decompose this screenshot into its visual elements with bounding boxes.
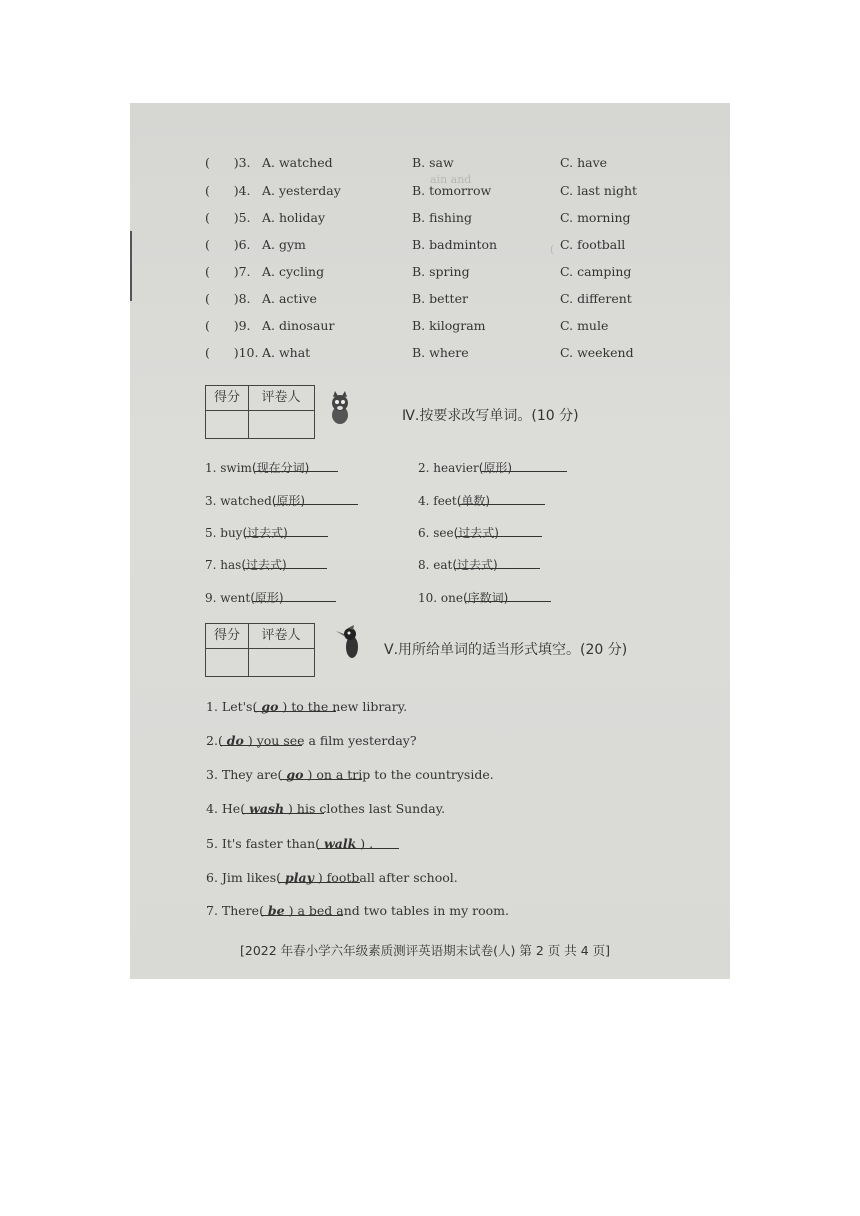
option-a: A. holiday xyxy=(262,210,326,225)
option-b: B. kilogram xyxy=(412,318,486,333)
fill-sentence: 1. Let's ( go ) to the new library. xyxy=(206,699,408,714)
option-b: B. spring xyxy=(412,264,470,279)
transform-item-right: 8. eat (过去式) xyxy=(418,556,498,573)
option-a: A. cycling xyxy=(262,264,325,279)
bleed-through-text: ( xyxy=(550,243,555,256)
given-word: go xyxy=(286,767,304,782)
answer-blank[interactable] xyxy=(254,699,336,712)
option-c: C. morning xyxy=(560,210,631,225)
option-b: B. saw xyxy=(412,155,454,170)
answer-blank[interactable] xyxy=(242,801,324,814)
answer-blank[interactable] xyxy=(254,459,338,472)
fill-sentence: 4. He ( wash ) his clothes last Sunday. xyxy=(206,801,446,816)
transform-item-right: 10. one (序数词) xyxy=(418,589,508,606)
fill-sentence: 7. There ( be ) a bed and two tables in my room. xyxy=(206,903,509,918)
woodpecker-mascot-icon xyxy=(336,625,364,661)
answer-blank[interactable] xyxy=(274,492,358,505)
score-box-section5 xyxy=(205,623,315,677)
fill-sentence: 2. ( do ) you see a film yesterday? xyxy=(206,733,417,748)
answer-blank[interactable] xyxy=(244,524,328,537)
fill-sentence: 3. They are ( go ) on a trip to the countryside. xyxy=(206,767,494,782)
transform-item-right: 4. feet (单数) xyxy=(418,492,490,509)
answer-paren[interactable]: ( )8. xyxy=(205,291,251,306)
given-word: wash xyxy=(249,801,285,816)
fill-sentence: 6. Jim likes ( play ) football after school. xyxy=(206,870,458,885)
choice-row xyxy=(130,210,730,230)
transform-row xyxy=(130,492,730,514)
fill-row xyxy=(130,733,730,755)
given-word: be xyxy=(267,903,285,918)
exam-page-photo xyxy=(130,103,730,979)
answer-blank[interactable] xyxy=(220,733,302,746)
given-word: walk xyxy=(323,836,357,851)
answer-blank[interactable] xyxy=(481,459,567,472)
transform-row xyxy=(130,589,730,611)
transform-item-left: 3. watched (原形) xyxy=(205,492,305,509)
fill-row xyxy=(130,699,730,721)
answer-blank[interactable] xyxy=(317,836,399,849)
section5-title: Ⅴ.用所给单词的适当形式填空。(20 分) xyxy=(384,642,628,658)
fill-row xyxy=(130,767,730,789)
transform-item-right: 2. heavier (原形) xyxy=(418,459,512,476)
option-a: A. dinosaur xyxy=(262,318,335,333)
transform-row xyxy=(130,524,730,546)
transform-row xyxy=(130,459,730,481)
answer-blank[interactable] xyxy=(280,767,362,780)
answer-blank[interactable] xyxy=(454,556,540,569)
cat-mascot-icon xyxy=(326,391,354,427)
transform-item-left: 7. has (过去式) xyxy=(205,556,287,573)
fill-row xyxy=(130,903,730,925)
transform-item-left: 9. went (原形) xyxy=(205,589,284,606)
answer-paren[interactable]: ( )5. xyxy=(205,210,251,225)
choice-row xyxy=(130,155,730,175)
option-c: C. football xyxy=(560,237,626,252)
option-c: C. camping xyxy=(560,264,632,279)
grader-label: 评卷人 xyxy=(261,628,301,643)
answer-blank[interactable] xyxy=(459,492,545,505)
option-c: C. different xyxy=(560,291,632,306)
option-a: A. yesterday xyxy=(262,183,341,198)
option-b: B. tomorrow xyxy=(412,183,492,198)
option-c: C. have xyxy=(560,155,608,170)
transform-row xyxy=(130,556,730,578)
option-a: A. watched xyxy=(262,155,333,170)
option-b: B. fishing xyxy=(412,210,472,225)
answer-blank[interactable] xyxy=(465,589,551,602)
option-b: B. better xyxy=(412,291,468,306)
answer-paren[interactable]: ( )7. xyxy=(205,264,251,279)
choice-row xyxy=(130,318,730,338)
answer-blank[interactable] xyxy=(252,589,336,602)
fill-row xyxy=(130,801,730,823)
option-c: C. mule xyxy=(560,318,609,333)
choice-row xyxy=(130,345,730,365)
choice-row xyxy=(130,237,730,257)
given-word: play xyxy=(284,870,314,885)
option-b: B. badminton xyxy=(412,237,498,252)
fill-row xyxy=(130,836,730,858)
grader-label: 评卷人 xyxy=(261,390,301,405)
choice-row xyxy=(130,183,730,203)
given-word: do xyxy=(226,733,244,748)
given-word: go xyxy=(261,699,279,714)
score-label: 得分 xyxy=(206,386,249,410)
answer-paren[interactable]: ( )3. xyxy=(205,155,251,170)
answer-blank[interactable] xyxy=(456,524,542,537)
bleed-through-text: ain and xyxy=(430,173,472,186)
answer-blank[interactable] xyxy=(243,556,327,569)
answer-blank[interactable] xyxy=(278,870,360,883)
option-c: C. last night xyxy=(560,183,638,198)
choice-row xyxy=(130,264,730,284)
transform-item-left: 5. buy (过去式) xyxy=(205,524,288,541)
score-box-section4 xyxy=(205,385,315,439)
answer-paren[interactable]: ( )6. xyxy=(205,237,251,252)
option-a: A. active xyxy=(262,291,317,306)
transform-item-right: 6. see (过去式) xyxy=(418,524,499,541)
fill-sentence: 5. It's faster than ( walk ) . xyxy=(206,836,373,851)
fill-row xyxy=(130,870,730,892)
answer-blank[interactable] xyxy=(261,903,343,916)
option-b: B. where xyxy=(412,345,469,360)
answer-paren[interactable]: ( )4. xyxy=(205,183,251,198)
choice-row xyxy=(130,291,730,311)
answer-paren[interactable]: ( )10. xyxy=(205,345,259,360)
score-label: 得分 xyxy=(206,624,249,648)
option-a: A. gym xyxy=(262,237,306,252)
transform-item-left: 1. swim (现在分词) xyxy=(205,459,309,476)
option-c: C. weekend xyxy=(560,345,634,360)
page-footer: [2022 年春小学六年级素质测评英语期末试卷(人) 第 2 页 共 4 页] xyxy=(240,943,611,958)
section4-title: Ⅳ.按要求改写单词。(10 分) xyxy=(402,408,579,424)
option-a: A. what xyxy=(262,345,311,360)
answer-paren[interactable]: ( )9. xyxy=(205,318,251,333)
